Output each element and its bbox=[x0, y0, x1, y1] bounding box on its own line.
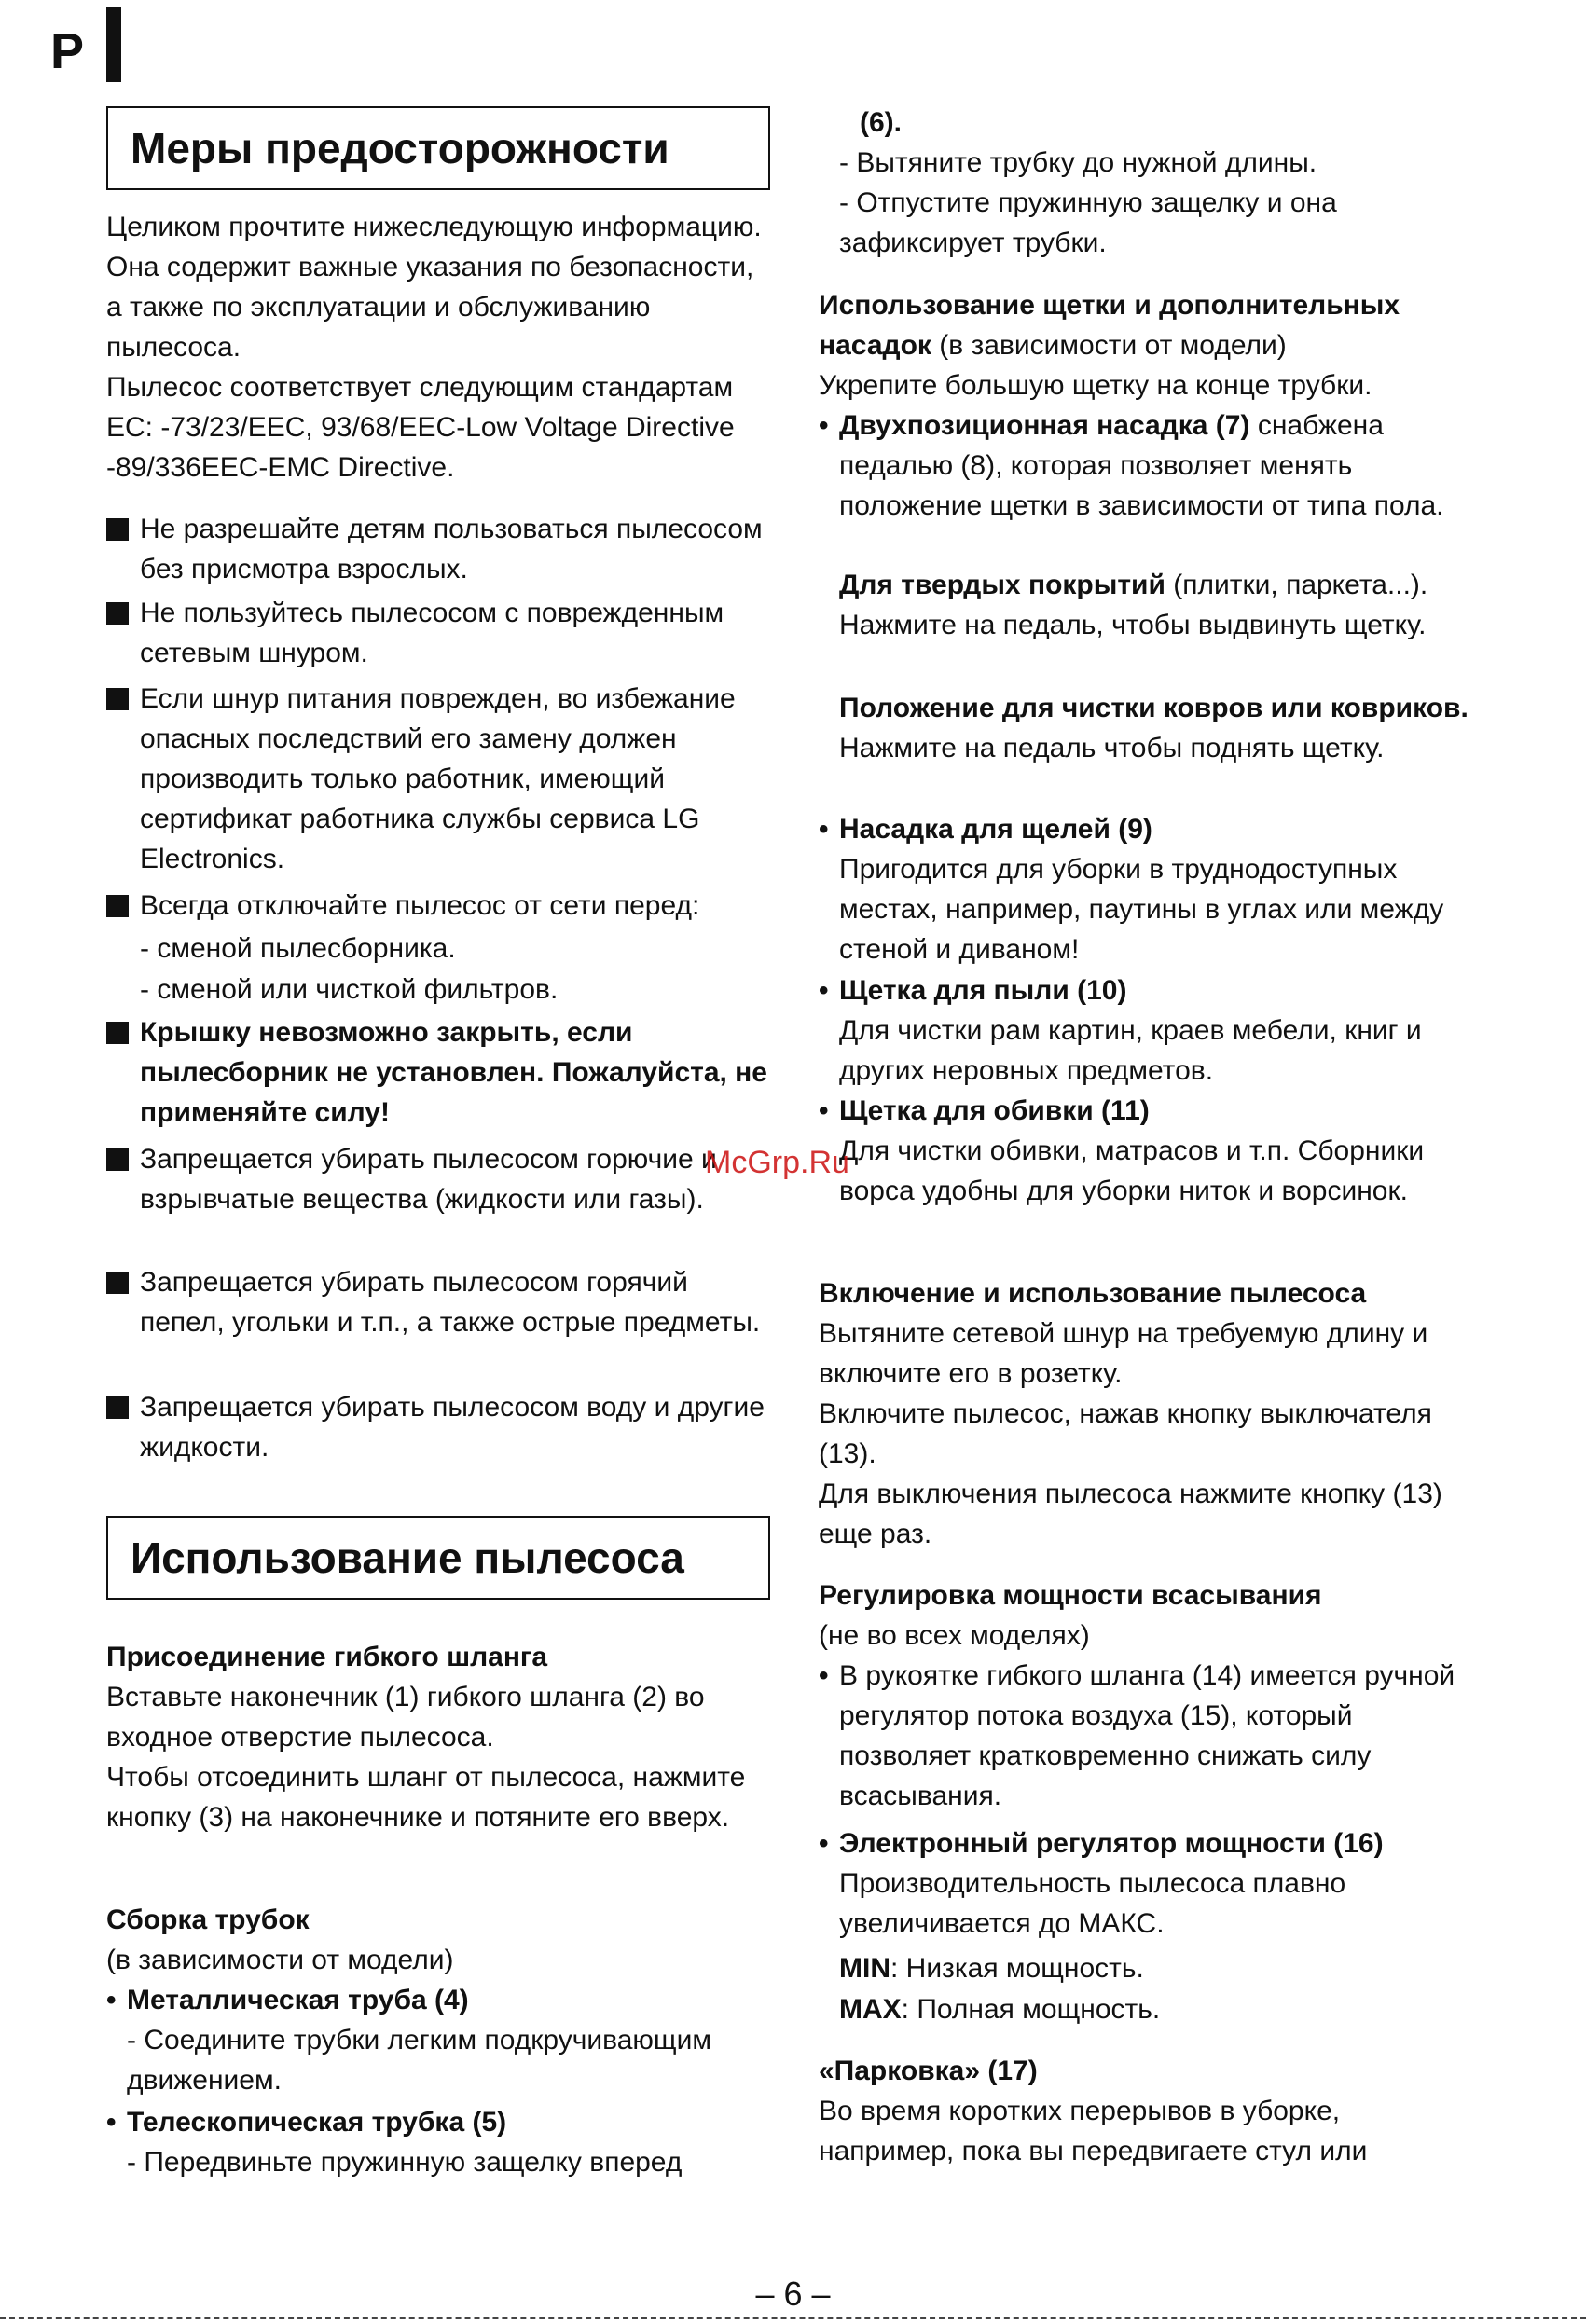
bottom-divider bbox=[0, 2317, 1586, 2319]
square-bullet-icon bbox=[106, 518, 129, 541]
square-bullet-icon bbox=[106, 1396, 129, 1419]
page-number: – 6 – bbox=[755, 2275, 831, 2313]
square-bullet-icon bbox=[106, 688, 129, 710]
warning-subitem: - сменой пылесборника. bbox=[140, 933, 456, 964]
electronic-regulator-item: • Электронный регулятор мощности (16) bbox=[819, 1823, 1483, 1863]
tubes-subheading: (в зависимости от модели) bbox=[106, 1945, 454, 1975]
min-setting: MIN: Низкая мощность. bbox=[839, 1953, 1144, 1984]
telescopic-tube-item: • Телескопическая трубка (5) bbox=[106, 2102, 768, 2142]
brush-heading: Использование щетки и дополнительных насадок (в зависимости от модели) bbox=[819, 290, 1400, 361]
intro-paragraph: Целиком прочтите нижеследующую информацию. Она содержит важные указания по безопасности, а также по эксплуатации и обслуживанию пылесоса. bbox=[106, 212, 762, 363]
square-bullet-icon bbox=[106, 1272, 129, 1294]
bullet-icon: • bbox=[106, 1985, 117, 2015]
hose-paragraph: Чтобы отсоединить шланг от пылесоса, нажмите кнопку (3) на наконечнике и потяните его вверх. bbox=[106, 1762, 746, 1833]
bullet-icon: • bbox=[819, 814, 829, 845]
language-marker: P bbox=[50, 23, 85, 79]
bullet-icon: • bbox=[819, 1660, 829, 1691]
square-bullet-icon bbox=[106, 602, 129, 625]
warning-item: Не разрешайте детям пользоваться пылесосом без присмотра взрослых. bbox=[106, 509, 768, 589]
telescopic-step: - Вытяните трубку до нужной длины. bbox=[839, 147, 1317, 178]
bullet-icon: • bbox=[106, 2107, 117, 2138]
brush-intro: Укрепите большую щетку на конце трубки. bbox=[819, 370, 1372, 401]
square-bullet-icon bbox=[106, 895, 129, 917]
dust-brush-text: Для чистки рам картин, краев мебели, книг и других неровных предметов. bbox=[839, 1015, 1422, 1086]
section-title-precautions: Меры предосторожности bbox=[106, 106, 770, 190]
max-setting: MAX: Полная мощность. bbox=[839, 1994, 1161, 2025]
carpet-text: Положение для чистки ковров или ковриков. Нажмите на педаль чтобы поднять щетку. bbox=[839, 693, 1469, 763]
tubes-heading: Сборка трубок bbox=[106, 1905, 310, 1935]
electronic-regulator-text: Производительность пылесоса плавно увеличивается до МАКС. bbox=[839, 1868, 1346, 1939]
dual-position-nozzle-item: • Двухпозиционная насадка (7) снабжена педалью (8), которая позволяет менять положение щетки в зависимости от типа пола. bbox=[819, 406, 1483, 526]
upholstery-brush-item: • Щетка для обивки (11) bbox=[819, 1091, 1483, 1131]
crevice-tool-text: Пригодится для уборки в труднодоступных местах, например, паутины в углах или между стеной и диваном! bbox=[839, 854, 1444, 965]
hard-floor-text: Для твердых покрытий (плитки, паркета...). Нажмите на педаль, чтобы выдвинуть щетку. bbox=[839, 570, 1428, 640]
bullet-icon: • bbox=[819, 975, 829, 1006]
power-paragraph: Вытяните сетевой шнур на требуемую длину и включите его в розетку. bbox=[819, 1318, 1428, 1389]
warning-item: Если шнур питания поврежден, во избежание опасных последствий его замену должен производить только работник, имеющий сертификат работника службы сервиса LG Electronics. bbox=[106, 679, 768, 879]
power-paragraph: Включите пылесос, нажав кнопку выключателя (13). bbox=[819, 1398, 1432, 1469]
warning-item: Запрещается убирать пылесосом горючие и взрывчатые вещества (жидкости или газы). bbox=[106, 1139, 768, 1219]
metal-tube-text: - Соедините трубки легким подкручивающим движением. bbox=[127, 2025, 711, 2096]
warning-item: Запрещается убирать пылесосом горячий пепел, угольки и т.п., а также острые предметы. bbox=[106, 1262, 768, 1342]
dust-brush-item: • Щетка для пыли (10) bbox=[819, 970, 1483, 1011]
hose-paragraph: Вставьте наконечник (1) гибкого шланга (2) во входное отверстие пылесоса. bbox=[106, 1682, 705, 1753]
warning-item: Не пользуйтесь пылесосом с поврежденным сетевым шнуром. bbox=[106, 593, 768, 673]
watermark: McGrp.Ru bbox=[705, 1145, 849, 1180]
telescopic-continued: (6). bbox=[860, 107, 902, 138]
warning-subitem: - сменой или чисткой фильтров. bbox=[140, 974, 559, 1005]
language-marker-bar bbox=[106, 7, 121, 82]
warning-item: Всегда отключайте пылесос от сети перед: bbox=[106, 886, 768, 926]
suction-manual-item: • В рукоятке гибкого шланга (14) имеется ручной регулятор потока воздуха (15), который позволяет кратковременно снижать силу всасывания. bbox=[819, 1656, 1483, 1816]
parking-text: Во время коротких перерывов в уборке, например, пока вы передвигаете стул или bbox=[819, 2096, 1368, 2166]
warning-item-lid: Крышку невозможно закрыть, если пылесборник не установлен. Пожалуйста, не применяйте силу! bbox=[106, 1012, 768, 1133]
standards-paragraph: Пылесос соответствует следующим стандартам ЕС: -73/23/EEC, 93/68/EEC-Low Voltage Directive -89/336EEC-EMC Directive. bbox=[106, 372, 735, 483]
square-bullet-icon bbox=[106, 1148, 129, 1171]
power-heading: Включение и использование пылесоса bbox=[819, 1278, 1367, 1309]
bullet-icon: • bbox=[819, 1828, 829, 1859]
bullet-icon: • bbox=[819, 1095, 829, 1126]
hose-heading: Присоединение гибкого шланга bbox=[106, 1642, 548, 1672]
crevice-tool-item: • Насадка для щелей (9) bbox=[819, 809, 1483, 849]
power-paragraph: Для выключения пылесоса нажмите кнопку (13) еще раз. bbox=[819, 1478, 1442, 1549]
section-title-usage: Использование пылесоса bbox=[106, 1516, 770, 1600]
upholstery-brush-text: Для чистки обивки, матрасов и т.п. Сборники ворса удобны для уборки ниток и ворсинок. bbox=[839, 1135, 1425, 1206]
telescopic-step: - Отпустите пружинную защелку и она зафиксирует трубки. bbox=[839, 187, 1337, 258]
square-bullet-icon bbox=[106, 1022, 129, 1044]
bullet-icon: • bbox=[819, 410, 829, 441]
warning-item: Запрещается убирать пылесосом воду и другие жидкости. bbox=[106, 1387, 768, 1467]
metal-tube-item: • Металлическая труба (4) bbox=[106, 1980, 768, 2020]
parking-heading: «Парковка» (17) bbox=[819, 2056, 1038, 2086]
suction-heading: Регулировка мощности всасывания bbox=[819, 1580, 1322, 1611]
suction-subheading: (не во всех моделях) bbox=[819, 1620, 1090, 1651]
telescopic-tube-text: - Передвиньте пружинную защелку вперед bbox=[127, 2147, 683, 2178]
